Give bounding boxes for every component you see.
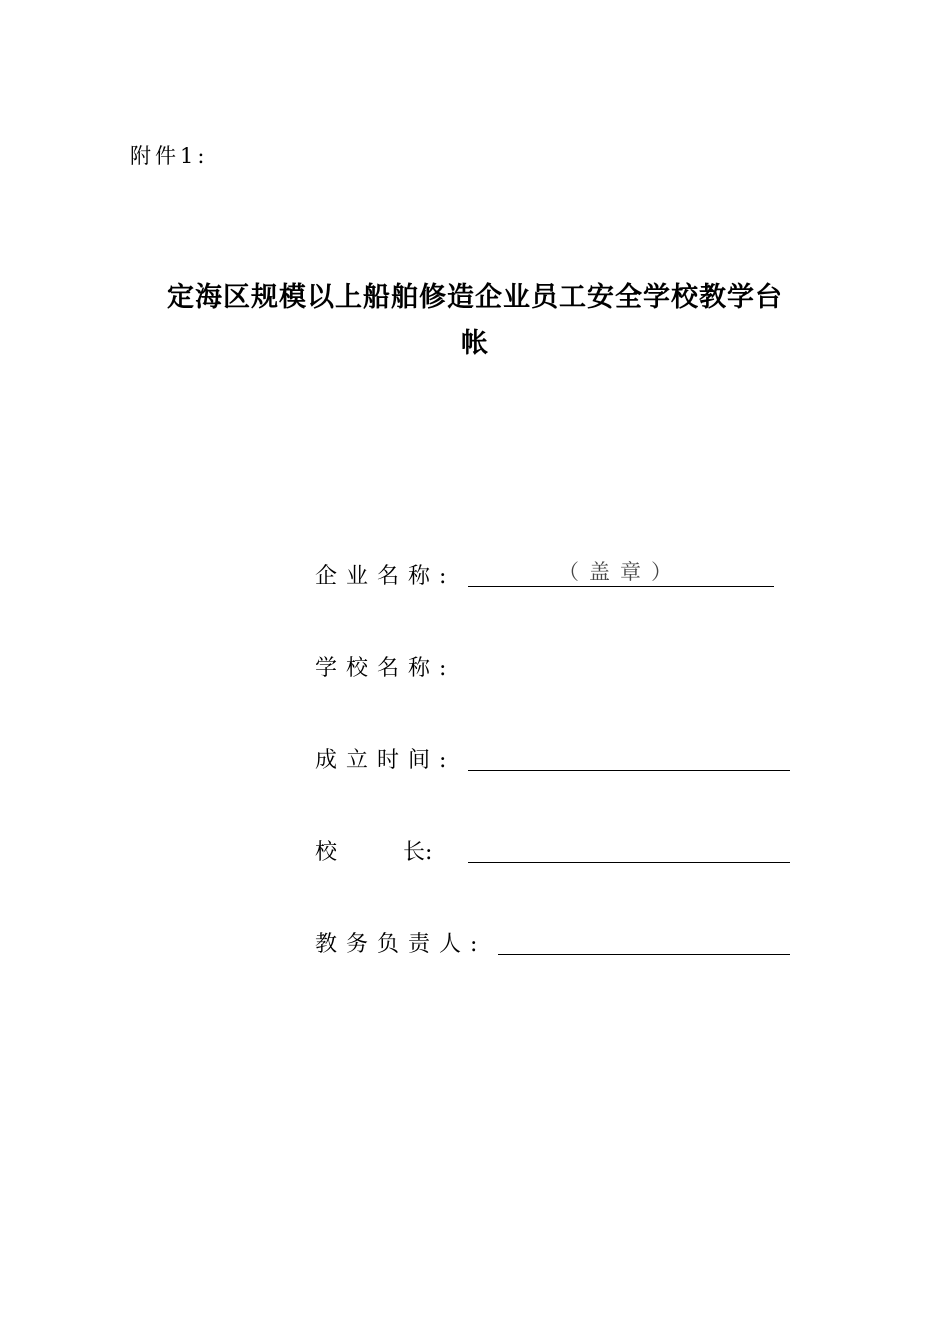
school-name-label: 学校名称:: [315, 656, 456, 681]
company-name-field[interactable]: [468, 556, 774, 587]
company-name-row: [315, 552, 785, 592]
principal-label-b: 长:: [403, 840, 433, 865]
established-row: [315, 736, 795, 776]
principal-label: [315, 838, 432, 868]
title-line-2: 帐: [461, 328, 489, 359]
academic-head-row: [315, 920, 795, 960]
established-label: 成立时间:: [315, 748, 456, 773]
academic-head-field[interactable]: [498, 924, 790, 955]
principal-label-a: 校: [315, 840, 338, 865]
title-line-1: 定海区规模以上船舶修造企业员工安全学校教学台: [167, 282, 783, 313]
company-name-label: 企业名称:: [315, 564, 456, 589]
attachment-label: 附件1:: [130, 144, 209, 168]
principal-row: [315, 828, 795, 868]
school-name-row: [315, 644, 785, 684]
document-title: [120, 275, 830, 367]
established-field[interactable]: [468, 740, 790, 771]
stamp-hint: （盖章）: [558, 560, 682, 584]
academic-head-label: 教务负责人:: [315, 932, 487, 957]
principal-field[interactable]: [468, 832, 790, 863]
